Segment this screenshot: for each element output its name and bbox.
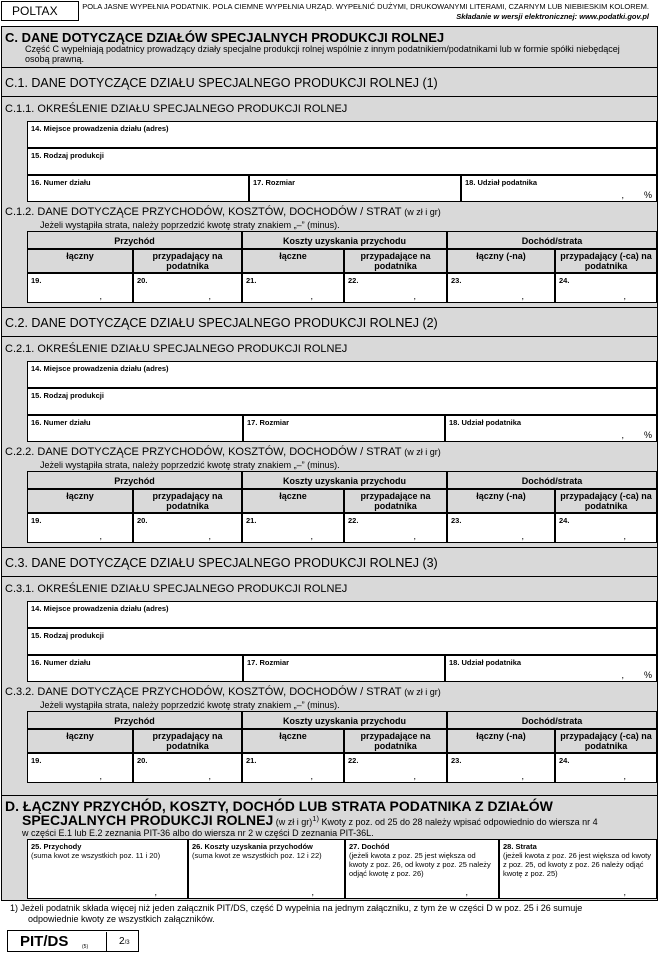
- grid-column-header: łączny (-na): [447, 249, 555, 273]
- field-17-size[interactable]: [243, 415, 445, 442]
- section-d-field-desc: (jeżeli kwota z poz. 25 jest większa od kwoty z poz. 26, od kwoty z poz. 25 należy odjąć kwotę z poz. 26): [349, 851, 491, 878]
- grid-field-comma: ,: [521, 771, 524, 781]
- grid-amount-field-19[interactable]: [27, 753, 133, 783]
- section-d-field-comma: ,: [623, 887, 626, 897]
- section-d: [1, 795, 658, 901]
- grid-field-number: 22.: [348, 276, 359, 285]
- grid-column-header: przypadające na podatnika: [344, 729, 447, 753]
- field-14-label: 14. Miejsce prowadzenia działu (adres): [31, 604, 169, 613]
- block-sub2-unit: (w zł i gr): [404, 687, 441, 697]
- grid-amount-field-19[interactable]: [27, 273, 133, 303]
- section-d-unit: (w zł i gr): [275, 817, 313, 827]
- grid-field-comma: ,: [208, 531, 211, 541]
- block-c3: [2, 547, 657, 787]
- grid-group-header: Dochód/strata: [447, 471, 657, 489]
- grid-column-header: przypadający (-ca) na podatnika: [555, 249, 657, 273]
- grid-field-number: 20.: [137, 756, 148, 765]
- grid-field-comma: ,: [413, 291, 416, 301]
- block-sub1: C.1.1. OKREŚLENIE DZIAŁU SPECJALNEGO PRODUKCJI ROLNEJ: [5, 103, 348, 115]
- header-electronic-filing: Składanie w wersji elektronicznej: www.podatki.gov.pl: [456, 12, 649, 21]
- grid-field-number: 21.: [246, 276, 257, 285]
- grid-amount-field-21[interactable]: [242, 753, 344, 783]
- grid-column-header: przypadający na podatnika: [133, 489, 242, 513]
- field-16-number[interactable]: [27, 415, 243, 442]
- grid-column-header: przypadający na podatnika: [133, 729, 242, 753]
- field-18-comma: ,: [621, 190, 624, 200]
- block-sub2-unit: (w zł i gr): [404, 207, 441, 217]
- field-16-number[interactable]: [27, 655, 243, 682]
- block-sub1: C.3.1. OKREŚLENIE DZIAŁU SPECJALNEGO PRODUKCJI ROLNEJ: [5, 583, 348, 595]
- block-sub2: C.2.2. DANE DOTYCZĄCE PRZYCHODÓW, KOSZTÓW, DOCHODÓW / STRAT: [5, 446, 402, 458]
- poltax-label: POLTAX: [1, 1, 79, 21]
- grid-group-header: Przychód: [27, 711, 242, 729]
- field-18-comma: ,: [621, 670, 624, 680]
- field-15-label: 15. Rodzaj produkcji: [31, 391, 104, 400]
- grid-amount-field-23[interactable]: [447, 273, 555, 303]
- block-divider: [2, 96, 657, 97]
- grid-field-number: 22.: [348, 756, 359, 765]
- grid-amount-field-20[interactable]: [133, 273, 242, 303]
- loss-hint: Jeżeli wystąpiła strata, należy poprzedzić kwotę straty znakiem „–” (minus).: [40, 700, 340, 710]
- field-15-production-type[interactable]: [27, 148, 657, 175]
- header-instructions: POLA JASNE WYPEŁNIA PODATNIK. POLA CIEMNE WYPEŁNIA URZĄD. WYPEŁNIĆ DUŻYMI, DRUKOWANYMI LITERAMI, CZARNYM LUB NIEBIESKIM KOLOREM.: [82, 2, 649, 11]
- grid-field-comma: ,: [623, 291, 626, 301]
- grid-column-header: łączne: [242, 249, 344, 273]
- block-c2: [2, 307, 657, 547]
- grid-amount-field-24[interactable]: [555, 273, 657, 303]
- page-current: 2: [119, 936, 125, 947]
- grid-field-number: 23.: [451, 756, 462, 765]
- section-d-field-desc: (suma kwot ze wszystkich poz. 12 i 22): [192, 851, 322, 860]
- section-d-title-line2: SPECJALNYCH PRODUKCJI ROLNEJ: [22, 812, 274, 828]
- grid-column-header: łączny (-na): [447, 729, 555, 753]
- grid-field-comma: ,: [99, 771, 102, 781]
- section-c-area: [1, 26, 658, 901]
- block-sub2: C.3.2. DANE DOTYCZĄCE PRZYCHODÓW, KOSZTÓW, DOCHODÓW / STRAT: [5, 686, 402, 698]
- field-16-number[interactable]: [27, 175, 249, 202]
- block-sub2-wrap: [5, 446, 441, 458]
- form-version: (5): [82, 944, 89, 950]
- field-18-share[interactable]: [461, 175, 657, 202]
- section-d-field-label: 25. Przychody: [31, 842, 82, 851]
- field-17-label: 17. Rozmiar: [253, 178, 296, 187]
- section-c-note: Część C wypełniają podatnicy prowadzący działy specjalne produkcji rolnej wspólnie z innym podatnikiem/podatnikami lub w formie spółki niebędącej osobą prawną.: [25, 44, 620, 64]
- grid-amount-field-22[interactable]: [344, 273, 447, 303]
- block-sub2: C.1.2. DANE DOTYCZĄCE PRZYCHODÓW, KOSZTÓW, DOCHODÓW / STRAT: [5, 206, 402, 218]
- section-d-title-line1: D. ŁĄCZNY PRZYCHÓD, KOSZTY, DOCHÓD LUB STRATA PODATNIKA Z DZIAŁÓW: [5, 798, 553, 814]
- footnote-line1: 1) Jeżeli podatnik składa więcej niż jeden załącznik PIT/DS, część D wypełnia na jednym załączniku, z tym że w części D w poz. 25 i 26 sumuje: [10, 903, 583, 913]
- grid-field-comma: ,: [310, 291, 313, 301]
- field-14-label: 14. Miejsce prowadzenia działu (adres): [31, 364, 169, 373]
- grid-field-number: 21.: [246, 756, 257, 765]
- grid-amount-field-20[interactable]: [133, 753, 242, 783]
- grid-field-number: 19.: [31, 516, 42, 525]
- footnote-line2: odpowiednie kwoty ze wszystkich załączników.: [28, 914, 215, 924]
- field-17-size[interactable]: [249, 175, 461, 202]
- grid-column-header: łączny: [27, 249, 133, 273]
- grid-column-header: przypadający (-ca) na podatnika: [555, 489, 657, 513]
- section-d-field-26[interactable]: [188, 839, 345, 899]
- block-title: C.3. DANE DOTYCZĄCE DZIAŁU SPECJALNEGO PRODUKCJI ROLNEJ (3): [5, 556, 438, 570]
- grid-group-header: Dochód/strata: [447, 711, 657, 729]
- section-c-header: [2, 27, 657, 67]
- grid-group-header: Koszty uzyskania przychodu: [242, 471, 447, 489]
- grid-group-header: Koszty uzyskania przychodu: [242, 711, 447, 729]
- block-sub2-unit: (w zł i gr): [404, 447, 441, 457]
- grid-column-header: łączny: [27, 489, 133, 513]
- section-d-field-desc: (suma kwot ze wszystkich poz. 11 i 20): [31, 851, 161, 860]
- grid-field-number: 19.: [31, 276, 42, 285]
- field-18-label: 18. Udział podatnika: [465, 178, 538, 187]
- grid-column-header: przypadający na podatnika: [133, 249, 242, 273]
- field-14-location[interactable]: [27, 361, 657, 388]
- block-sub2-wrap: [5, 206, 441, 218]
- grid-column-header: łączne: [242, 729, 344, 753]
- grid-field-number: 21.: [246, 516, 257, 525]
- field-14-label: 14. Miejsce prowadzenia działu (adres): [31, 124, 169, 133]
- field-17-label: 17. Rozmiar: [247, 418, 290, 427]
- section-d-field-comma: ,: [154, 887, 157, 897]
- grid-field-number: 24.: [559, 756, 570, 765]
- loss-hint: Jeżeli wystąpiła strata, należy poprzedzić kwotę straty znakiem „–” (minus).: [40, 220, 340, 230]
- footnote: [10, 903, 650, 925]
- field-18-percent: %: [643, 430, 652, 440]
- loss-hint: Jeżeli wystąpiła strata, należy poprzedzić kwotę straty znakiem „–” (minus).: [40, 460, 340, 470]
- grid-column-header: łączny (-na): [447, 489, 555, 513]
- section-d-field-25[interactable]: [27, 839, 188, 899]
- field-18-share[interactable]: [445, 655, 657, 682]
- field-16-label: 16. Numer działu: [31, 658, 91, 667]
- grid-column-header: łączny: [27, 729, 133, 753]
- grid-field-comma: ,: [623, 771, 626, 781]
- field-18-label: 18. Udział podatnika: [449, 418, 522, 427]
- field-14-location[interactable]: [27, 121, 657, 148]
- section-d-note2: w części E.1 lub E.2 zeznania PIT-36 albo do wiersza nr 2 w części D zeznania PIT-36L.: [22, 828, 374, 838]
- field-14-location[interactable]: [27, 601, 657, 628]
- grid-field-comma: ,: [413, 771, 416, 781]
- field-18-share[interactable]: [445, 415, 657, 442]
- grid-amount-field-23[interactable]: [447, 753, 555, 783]
- field-16-label: 16. Numer działu: [31, 418, 91, 427]
- grid-field-number: 23.: [451, 516, 462, 525]
- block-sub1: C.2.1. OKREŚLENIE DZIAŁU SPECJALNEGO PRODUKCJI ROLNEJ: [5, 343, 348, 355]
- field-15-production-type[interactable]: [27, 388, 657, 415]
- page-total: /3: [124, 940, 130, 946]
- field-18-percent: %: [643, 190, 652, 200]
- grid-amount-field-21[interactable]: [242, 273, 344, 303]
- grid-field-comma: ,: [521, 531, 524, 541]
- block-c1: [2, 67, 657, 307]
- grid-column-header: przypadające na podatnika: [344, 489, 447, 513]
- grid-amount-field-20[interactable]: [133, 513, 242, 543]
- grid-field-comma: ,: [623, 531, 626, 541]
- field-17-label: 17. Rozmiar: [247, 658, 290, 667]
- section-d-field-label: 28. Strata: [503, 842, 537, 851]
- grid-field-comma: ,: [521, 291, 524, 301]
- section-d-footnote-ref: 1): [312, 814, 319, 823]
- section-d-field-label: 26. Koszty uzyskania przychodów: [192, 842, 313, 851]
- section-c-title: C. DANE DOTYCZĄCE DZIAŁÓW SPECJALNYCH PRODUKCJI ROLNEJ: [5, 30, 445, 45]
- grid-field-comma: ,: [99, 291, 102, 301]
- grid-field-comma: ,: [310, 771, 313, 781]
- field-15-label: 15. Rodzaj produkcji: [31, 631, 104, 640]
- form-name: PIT/DS: [20, 933, 69, 950]
- block-title: C.2. DANE DOTYCZĄCE DZIAŁU SPECJALNEGO PRODUKCJI ROLNEJ (2): [5, 316, 438, 330]
- section-d-field-comma: ,: [311, 887, 314, 897]
- grid-field-comma: ,: [208, 291, 211, 301]
- block-title: C.1. DANE DOTYCZĄCE DZIAŁU SPECJALNEGO PRODUKCJI ROLNEJ (1): [5, 76, 438, 90]
- grid-field-number: 23.: [451, 276, 462, 285]
- grid-field-number: 19.: [31, 756, 42, 765]
- field-16-label: 16. Numer działu: [31, 178, 91, 187]
- grid-group-header: Dochód/strata: [447, 231, 657, 249]
- grid-amount-field-24[interactable]: [555, 513, 657, 543]
- page-number: [106, 932, 140, 952]
- grid-field-number: 22.: [348, 516, 359, 525]
- field-15-production-type[interactable]: [27, 628, 657, 655]
- block-sub2-wrap: [5, 686, 441, 698]
- section-d-field-27[interactable]: [345, 839, 499, 899]
- grid-amount-field-22[interactable]: [344, 513, 447, 543]
- grid-field-comma: ,: [99, 531, 102, 541]
- section-d-field-28[interactable]: [499, 839, 657, 899]
- section-d-note1: Kwoty z poz. od 25 do 28 należy wpisać odpowiednio do wiersza nr 4: [321, 817, 598, 827]
- grid-group-header: Koszty uzyskania przychodu: [242, 231, 447, 249]
- grid-amount-field-24[interactable]: [555, 753, 657, 783]
- section-d-field-comma: ,: [465, 887, 468, 897]
- grid-column-header: łączne: [242, 489, 344, 513]
- grid-field-number: 24.: [559, 276, 570, 285]
- section-d-field-desc: (jeżeli kwota z poz. 26 jest większa od kwoty z poz. 25, od kwoty z poz. 26 należy odjąć kwotę z poz. 25): [503, 851, 651, 878]
- grid-amount-field-19[interactable]: [27, 513, 133, 543]
- grid-amount-field-22[interactable]: [344, 753, 447, 783]
- grid-field-number: 24.: [559, 516, 570, 525]
- field-18-label: 18. Udział podatnika: [449, 658, 522, 667]
- field-15-label: 15. Rodzaj produkcji: [31, 151, 104, 160]
- grid-field-number: 20.: [137, 276, 148, 285]
- grid-group-header: Przychód: [27, 471, 242, 489]
- grid-amount-field-21[interactable]: [242, 513, 344, 543]
- form-header: [1, 1, 657, 24]
- grid-column-header: przypadający (-ca) na podatnika: [555, 729, 657, 753]
- block-divider: [2, 336, 657, 337]
- grid-field-comma: ,: [310, 531, 313, 541]
- section-d-field-label: 27. Dochód: [349, 842, 390, 851]
- grid-field-number: 20.: [137, 516, 148, 525]
- grid-amount-field-23[interactable]: [447, 513, 555, 543]
- grid-field-comma: ,: [413, 531, 416, 541]
- field-17-size[interactable]: [243, 655, 445, 682]
- grid-column-header: przypadające na podatnika: [344, 249, 447, 273]
- field-18-comma: ,: [621, 430, 624, 440]
- block-divider: [2, 576, 657, 577]
- field-18-percent: %: [643, 670, 652, 680]
- grid-field-comma: ,: [208, 771, 211, 781]
- section-d-title-line2-wrap: [22, 812, 598, 828]
- form-id-box: [7, 930, 139, 952]
- grid-group-header: Przychód: [27, 231, 242, 249]
